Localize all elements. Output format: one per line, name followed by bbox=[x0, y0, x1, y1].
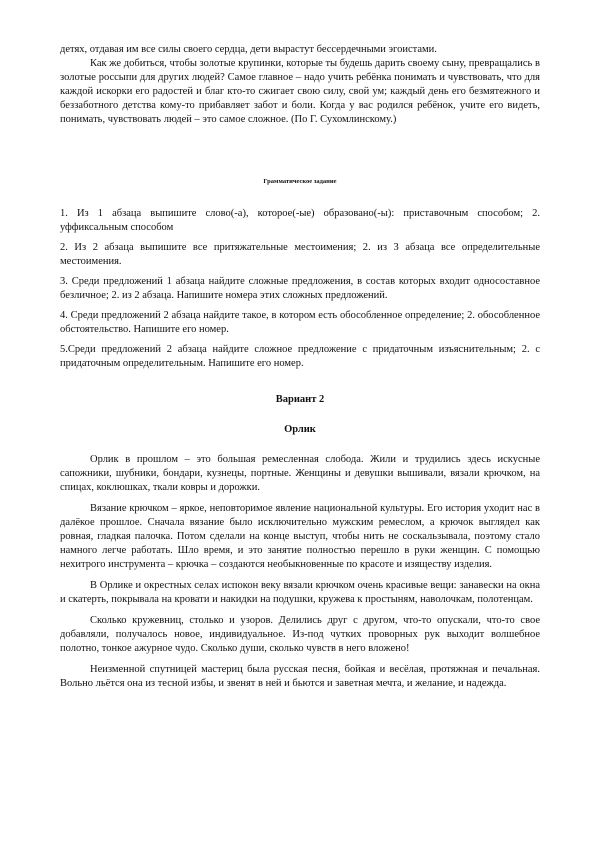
intro-line: детях, отдавая им все силы своего сердца, дети вырастут бессердечными эгоистами. bbox=[60, 44, 437, 55]
intro-paragraph: Как же добиться, чтобы золотые крупинки, которые ты будешь дарить своему сыну, превращались в золотые россыпи для других людей? Самое главное – надо учить ребёнка понимать и чувствовать, что для каждой искорки его радостей и благ кто-то сжигает свою силу, свой ум; каждый день его безмятежного и беззаботного детства кому-то прибавляет забот и боли. Когда у вас родился ребёнок, учите его видеть, понимать, чувствовать людей – это самое сложное. (По Г. Сухомлинскому.) bbox=[60, 58, 540, 125]
text-paragraph-2: Вязание крючком – яркое, неповторимое явление национальной культуры. Его история уходит нас в далёкое прошлое. Сначала вязание было исключительно мужским ремеслом, а крючок выглядел как ровная, гладкая палочка. Потом сделали на конце выступ, чтобы нить не соскальзывала, поэтому стало намного легче работать. Шло время, и это занятие полностью перешло в руки женщин. С помощью нехитрого инструмента – крючка – создаются необыкновенные по красоте и изяществу изделия. bbox=[60, 503, 540, 570]
page-content bbox=[60, 43, 540, 698]
task-item-5: 5.Среди предложений 2 абзаца найдите сложное предложение с придаточным изъяснительным; 2. с придаточным определительным. Напишите его номер. bbox=[60, 344, 540, 369]
variant-heading: Вариант 2 bbox=[275, 394, 325, 405]
task-item-4: 4. Среди предложений 2 абзаца найдите такое, в котором есть обособленное определение; 2. обособленное обстоятельство. Напишите его номер. bbox=[60, 310, 540, 335]
text-title: Орлик bbox=[284, 424, 316, 435]
text-paragraph-5: Неизменной спутницей мастериц была русская песня, бойкая и весёлая, протяжная и печальная. Вольно льётся она из тесной избы, и звенят в ней и бьются и заветная мечта, и желание, и надежда. bbox=[60, 664, 540, 689]
text-paragraph-4: Сколько кружевниц, столько и узоров. Делились друг с другом, что-то опускали, что-то свое добавляли, получалось новое, индивидуальное. Из-под чутких проворных рук выходит волшебное полотно, тонкое ажурное чудо. Сколько души, сколько чувств в него вложено! bbox=[60, 615, 540, 654]
task-item-1: 1. Из 1 абзаца выпишите слово(-а), которое(-ые) образовано(-ы): приставочным способом; 2. уффиксальным способом bbox=[60, 208, 540, 233]
task-heading: Грамматическое задание bbox=[263, 178, 337, 185]
task-item-2: 2. Из 2 абзаца выпишите все притяжательные местоимения; 2. из 3 абзаца все определительные местоимения. bbox=[60, 242, 540, 267]
text-paragraph-3: В Орлике и окрестных селах испокон веку вязали крючком очень красивые вещи: занавески на окна и скатерть, покрывала на кровати и накидки на подушки, кружева к простыням, наволочкам, полотенцам. bbox=[60, 580, 540, 605]
task-item-3: 3. Среди предложений 1 абзаца найдите сложные предложения, в состав которых входит односоставное безличное; 2. из 2 абзаца. Напишите номера этих сложных предложений. bbox=[60, 276, 540, 301]
text-paragraph-1: Орлик в прошлом – это большая ремесленная слобода. Жили и трудились здесь искусные сапожники, шубники, бондари, кузнецы, портные. Женщины и девушки вышивали, вязали крючком, на спицах, коклюшках, ткали ковры и дорожки. bbox=[60, 454, 540, 493]
